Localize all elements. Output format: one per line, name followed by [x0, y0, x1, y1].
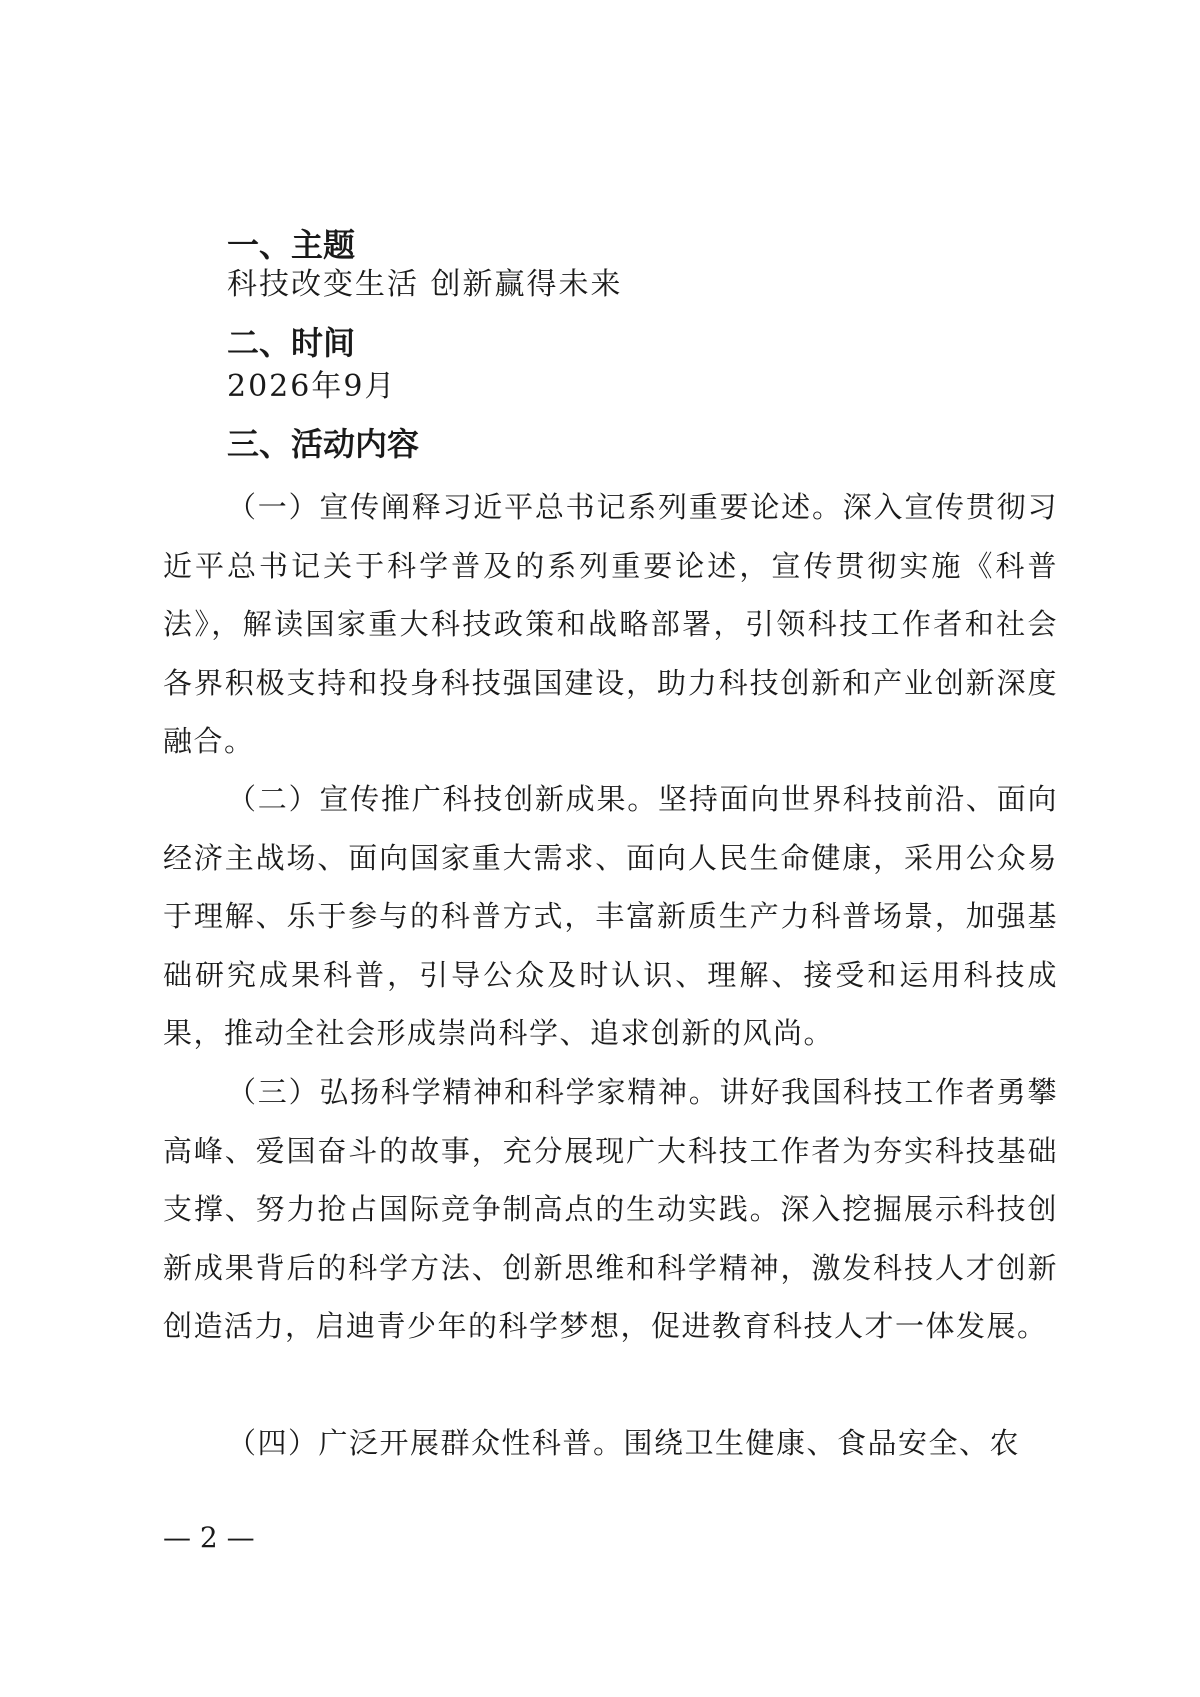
paragraph-3-lead: （三）弘扬科学精神和科学家精神。 [227, 1075, 720, 1109]
theme-text: 科技改变生活 创新赢得未来 [227, 267, 623, 302]
paragraph-2-lead: （二）宣传推广科技创新成果。 [227, 782, 659, 816]
paragraph-3-text: 讲好我国科技工作者勇攀高峰、爱国奋斗的故事，充分展现广大科技工作者为夯实科技基础支撑、努力抢占国际竞争制高点的生动实践。深入挖掘展示科技创新成果背后的科学方法、创新思维和科学精神，激发科技人才创新创造活力，启迪青少年的科学梦想，促进教育科技人才一体发展。 [163, 1075, 1058, 1343]
paragraph-1-lead: （一）宣传阐释习近平总书记系列重要论述。 [227, 490, 843, 524]
paragraph-4-lead: （四）广泛开展群众性科普。 [227, 1426, 624, 1460]
paragraph-2 [163, 770, 1058, 1063]
section-heading-theme: 一、主题 [227, 226, 356, 264]
paragraph-3 [163, 1063, 1058, 1356]
page-number: — 2 — [163, 1521, 255, 1554]
paragraph-4-text: 围绕卫生健康、食品安全、农 [623, 1426, 1021, 1460]
section-heading-activities: 三、活动内容 [227, 425, 420, 463]
time-text: 2026年9月 [227, 369, 397, 404]
paragraph-1-text: 深入宣传贯彻习近平总书记关于科学普及的系列重要论述，宣传贯彻实施《科普法》，解读国家重大科技政策和战略部署，引领科技工作者和社会各界积极支持和投身科技强国建设，助力科技创新和产业创新深度融合。 [163, 490, 1058, 758]
paragraph-1 [163, 478, 1058, 771]
paragraph-2-text: 坚持面向世界科技前沿、面向经济主战场、面向国家重大需求、面向人民生命健康，采用公众易于理解、乐于参与的科普方式，丰富新质生产力科普场景，加强基础研究成果科普，引导公众及时认识、理解、接受和运用科技成果，推动全社会形成崇尚科学、追求创新的风尚。 [163, 782, 1058, 1050]
section-heading-time: 二、时间 [227, 324, 356, 362]
paragraph-4 [163, 1414, 1058, 1473]
